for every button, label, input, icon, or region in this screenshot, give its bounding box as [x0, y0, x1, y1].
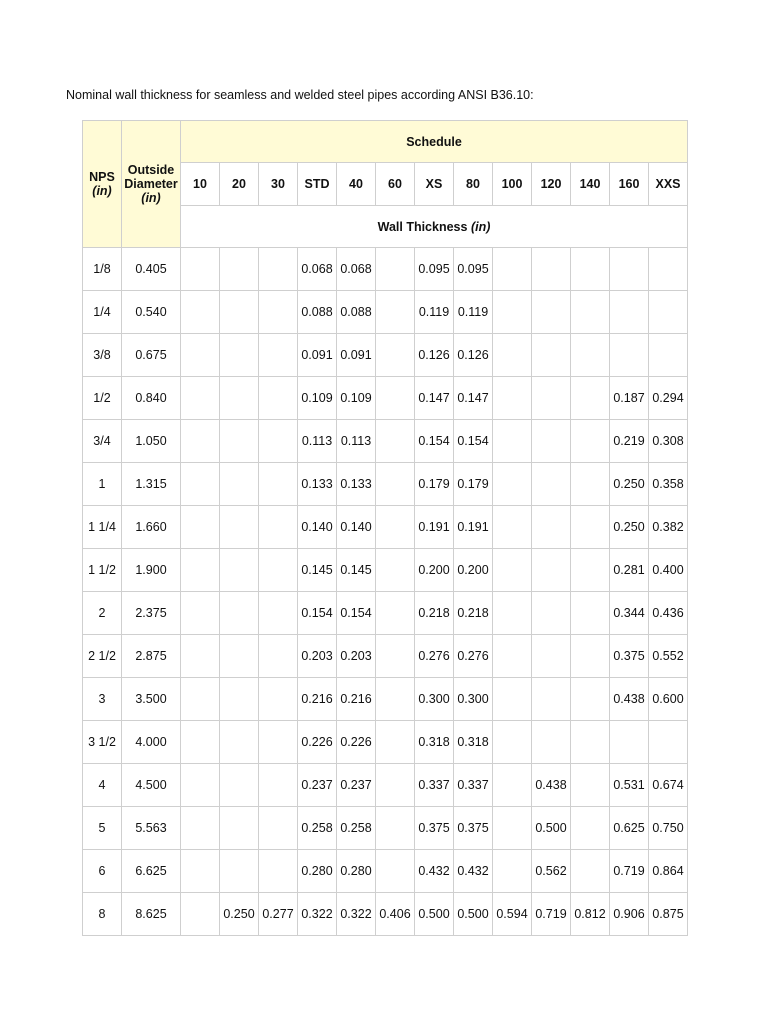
thickness-cell: 0.308: [649, 420, 688, 463]
thickness-cell: 0.091: [298, 334, 337, 377]
table-row: [83, 420, 688, 463]
thickness-cell: 0.226: [298, 721, 337, 764]
thickness-cell: 0.216: [337, 678, 376, 721]
nps-cell: 1 1/2: [83, 549, 122, 592]
thickness-cell: 0.281: [610, 549, 649, 592]
thickness-cell: [532, 635, 571, 678]
thickness-cell: [220, 291, 259, 334]
nps-cell: 2: [83, 592, 122, 635]
thickness-cell: 0.068: [298, 248, 337, 291]
thickness-cell: 0.906: [610, 893, 649, 936]
thickness-cell: 0.276: [454, 635, 493, 678]
thickness-cell: [493, 721, 532, 764]
nps-cell: 8: [83, 893, 122, 936]
nps-cell: 3/4: [83, 420, 122, 463]
thickness-cell: 0.119: [415, 291, 454, 334]
nps-header: [83, 121, 122, 248]
thickness-cell: [493, 463, 532, 506]
schedule-col-header: XXS: [649, 163, 688, 206]
thickness-cell: 0.109: [337, 377, 376, 420]
thickness-cell: [571, 721, 610, 764]
thickness-cell: [220, 592, 259, 635]
thickness-cell: 0.318: [415, 721, 454, 764]
nps-header-label: NPS: [89, 170, 115, 184]
thickness-cell: 0.154: [454, 420, 493, 463]
outside-diameter-cell: 5.563: [122, 807, 181, 850]
thickness-cell: 0.406: [376, 893, 415, 936]
thickness-cell: 0.068: [337, 248, 376, 291]
thickness-cell: 0.250: [220, 893, 259, 936]
thickness-cell: [220, 678, 259, 721]
table-row: [83, 592, 688, 635]
thickness-cell: [181, 334, 220, 377]
thickness-cell: 0.133: [337, 463, 376, 506]
thickness-cell: [571, 506, 610, 549]
thickness-cell: [181, 248, 220, 291]
thickness-cell: [181, 764, 220, 807]
thickness-cell: 0.145: [337, 549, 376, 592]
thickness-cell: 0.375: [415, 807, 454, 850]
thickness-cell: 0.337: [454, 764, 493, 807]
thickness-cell: [376, 678, 415, 721]
schedule-col-header: 100: [493, 163, 532, 206]
thickness-cell: 0.258: [298, 807, 337, 850]
table-row: [83, 334, 688, 377]
thickness-cell: 0.200: [415, 549, 454, 592]
table-row: [83, 893, 688, 936]
thickness-cell: [493, 334, 532, 377]
thickness-cell: [649, 248, 688, 291]
thickness-cell: [571, 463, 610, 506]
outside-diameter-cell: 0.405: [122, 248, 181, 291]
outside-diameter-cell: 1.660: [122, 506, 181, 549]
thickness-cell: 0.400: [649, 549, 688, 592]
thickness-cell: [610, 721, 649, 764]
table-row: [83, 678, 688, 721]
outside-diameter-cell: 1.315: [122, 463, 181, 506]
thickness-cell: [493, 635, 532, 678]
thickness-cell: [259, 807, 298, 850]
table-row: [83, 549, 688, 592]
schedule-col-header: 120: [532, 163, 571, 206]
thickness-cell: [376, 807, 415, 850]
table-row: [83, 248, 688, 291]
thickness-cell: [532, 248, 571, 291]
nps-cell: 3 1/2: [83, 721, 122, 764]
thickness-cell: 0.154: [298, 592, 337, 635]
thickness-cell: [181, 506, 220, 549]
thickness-cell: 0.113: [337, 420, 376, 463]
thickness-cell: [181, 377, 220, 420]
thickness-cell: [493, 592, 532, 635]
thickness-cell: [376, 549, 415, 592]
thickness-cell: [571, 334, 610, 377]
thickness-cell: 0.191: [415, 506, 454, 549]
schedule-col-header: 60: [376, 163, 415, 206]
nps-cell: 3/8: [83, 334, 122, 377]
thickness-cell: 0.219: [610, 420, 649, 463]
thickness-cell: [376, 377, 415, 420]
thickness-cell: [376, 506, 415, 549]
thickness-cell: 0.500: [532, 807, 571, 850]
thickness-cell: [181, 549, 220, 592]
thickness-cell: 0.294: [649, 377, 688, 420]
thickness-cell: 0.126: [415, 334, 454, 377]
thickness-cell: 0.250: [610, 463, 649, 506]
schedule-col-header: 160: [610, 163, 649, 206]
nps-cell: 1/4: [83, 291, 122, 334]
thickness-cell: [259, 764, 298, 807]
thickness-cell: 0.088: [337, 291, 376, 334]
thickness-cell: 0.226: [337, 721, 376, 764]
thickness-cell: [532, 592, 571, 635]
outside-diameter-cell: 0.540: [122, 291, 181, 334]
table-caption: Nominal wall thickness for seamless and welded steel pipes according ANSI B36.10:: [66, 88, 534, 102]
schedule-col-header: 30: [259, 163, 298, 206]
outside-diameter-cell: 6.625: [122, 850, 181, 893]
thickness-cell: 0.154: [415, 420, 454, 463]
thickness-cell: [181, 291, 220, 334]
table-row: [83, 463, 688, 506]
thickness-cell: [532, 721, 571, 764]
thickness-cell: [532, 291, 571, 334]
nps-header-unit: (in): [92, 184, 112, 198]
thickness-cell: 0.337: [415, 764, 454, 807]
thickness-cell: [649, 721, 688, 764]
table-row: [83, 291, 688, 334]
thickness-cell: 0.600: [649, 678, 688, 721]
thickness-cell: [376, 592, 415, 635]
thickness-cell: [376, 248, 415, 291]
thickness-cell: [259, 678, 298, 721]
thickness-cell: [649, 334, 688, 377]
thickness-cell: [181, 893, 220, 936]
schedule-header: Schedule: [181, 121, 688, 163]
thickness-cell: [376, 850, 415, 893]
thickness-cell: 0.109: [298, 377, 337, 420]
thickness-cell: [220, 850, 259, 893]
thickness-cell: [259, 850, 298, 893]
thickness-cell: 0.179: [415, 463, 454, 506]
schedule-col-header: 20: [220, 163, 259, 206]
thickness-cell: [181, 850, 220, 893]
thickness-cell: 0.300: [415, 678, 454, 721]
thickness-cell: [259, 291, 298, 334]
thickness-cell: [376, 291, 415, 334]
thickness-cell: 0.187: [610, 377, 649, 420]
outside-diameter-cell: 4.000: [122, 721, 181, 764]
nps-cell: 1: [83, 463, 122, 506]
thickness-cell: [493, 807, 532, 850]
thickness-cell: [571, 850, 610, 893]
thickness-cell: [259, 420, 298, 463]
outside-diameter-cell: 8.625: [122, 893, 181, 936]
table-row: [83, 635, 688, 678]
thickness-cell: [220, 764, 259, 807]
thickness-cell: 0.322: [337, 893, 376, 936]
thickness-cell: 0.674: [649, 764, 688, 807]
thickness-cell: 0.500: [415, 893, 454, 936]
thickness-cell: 0.438: [532, 764, 571, 807]
thickness-cell: [571, 248, 610, 291]
schedule-col-header: 10: [181, 163, 220, 206]
thickness-cell: [532, 334, 571, 377]
thickness-cell: 0.218: [454, 592, 493, 635]
thickness-cell: 0.322: [298, 893, 337, 936]
thickness-cell: [220, 248, 259, 291]
thickness-cell: 0.625: [610, 807, 649, 850]
thickness-cell: 0.531: [610, 764, 649, 807]
thickness-cell: 0.179: [454, 463, 493, 506]
table-row: [83, 721, 688, 764]
thickness-cell: [376, 463, 415, 506]
thickness-cell: [259, 721, 298, 764]
thickness-cell: [220, 377, 259, 420]
thickness-cell: 0.300: [454, 678, 493, 721]
table-row: [83, 377, 688, 420]
thickness-cell: [181, 721, 220, 764]
thickness-cell: [571, 592, 610, 635]
thickness-cell: [181, 678, 220, 721]
nps-cell: 2 1/2: [83, 635, 122, 678]
thickness-cell: 0.864: [649, 850, 688, 893]
thickness-cell: [571, 635, 610, 678]
outside-diameter-header: [122, 121, 181, 248]
table-row: [83, 807, 688, 850]
thickness-cell: [376, 334, 415, 377]
thickness-cell: [493, 420, 532, 463]
thickness-cell: 0.200: [454, 549, 493, 592]
thickness-cell: [376, 420, 415, 463]
thickness-cell: [610, 248, 649, 291]
nps-cell: 1/2: [83, 377, 122, 420]
thickness-cell: [181, 635, 220, 678]
thickness-cell: [376, 635, 415, 678]
thickness-cell: 0.500: [454, 893, 493, 936]
thickness-cell: [610, 334, 649, 377]
od-header-unit: (in): [141, 191, 161, 205]
thickness-cell: 0.875: [649, 893, 688, 936]
thickness-cell: 0.237: [298, 764, 337, 807]
schedule-col-header: 40: [337, 163, 376, 206]
nps-cell: 1 1/4: [83, 506, 122, 549]
thickness-cell: 0.091: [337, 334, 376, 377]
thickness-cell: 0.140: [298, 506, 337, 549]
thickness-cell: 0.432: [454, 850, 493, 893]
thickness-cell: [376, 721, 415, 764]
thickness-cell: [259, 377, 298, 420]
thickness-cell: [220, 807, 259, 850]
thickness-cell: 0.095: [454, 248, 493, 291]
thickness-cell: 0.375: [610, 635, 649, 678]
thickness-cell: [571, 678, 610, 721]
thickness-cell: [259, 463, 298, 506]
nps-cell: 6: [83, 850, 122, 893]
thickness-cell: [493, 248, 532, 291]
thickness-cell: 0.140: [337, 506, 376, 549]
thickness-cell: [181, 463, 220, 506]
thickness-cell: 0.562: [532, 850, 571, 893]
schedule-col-header: 140: [571, 163, 610, 206]
outside-diameter-cell: 0.675: [122, 334, 181, 377]
thickness-cell: 0.375: [454, 807, 493, 850]
thickness-cell: [532, 506, 571, 549]
thickness-cell: 0.154: [337, 592, 376, 635]
thickness-cell: [493, 850, 532, 893]
thickness-cell: 0.594: [493, 893, 532, 936]
nps-cell: 3: [83, 678, 122, 721]
wall-thickness-header: [181, 206, 688, 248]
thickness-cell: [532, 463, 571, 506]
thickness-cell: 0.277: [259, 893, 298, 936]
thickness-cell: [220, 549, 259, 592]
thickness-cell: 0.147: [454, 377, 493, 420]
outside-diameter-cell: 1.900: [122, 549, 181, 592]
nps-cell: 5: [83, 807, 122, 850]
thickness-cell: 0.218: [415, 592, 454, 635]
thickness-cell: [610, 291, 649, 334]
thickness-cell: [571, 807, 610, 850]
thickness-cell: [220, 420, 259, 463]
thickness-cell: 0.436: [649, 592, 688, 635]
wall-thickness-table: [82, 120, 688, 936]
thickness-cell: [259, 592, 298, 635]
thickness-cell: 0.250: [610, 506, 649, 549]
thickness-cell: [493, 678, 532, 721]
table-row: [83, 506, 688, 549]
thickness-cell: [181, 420, 220, 463]
thickness-cell: [493, 764, 532, 807]
thickness-cell: [532, 420, 571, 463]
thickness-cell: 0.719: [610, 850, 649, 893]
thickness-cell: 0.088: [298, 291, 337, 334]
nps-cell: 4: [83, 764, 122, 807]
thickness-cell: [571, 377, 610, 420]
thickness-cell: 0.358: [649, 463, 688, 506]
thickness-cell: 0.280: [298, 850, 337, 893]
thickness-cell: [532, 549, 571, 592]
thickness-cell: 0.552: [649, 635, 688, 678]
schedule-col-header: XS: [415, 163, 454, 206]
thickness-cell: 0.719: [532, 893, 571, 936]
thickness-cell: 0.145: [298, 549, 337, 592]
thickness-cell: 0.216: [298, 678, 337, 721]
thickness-cell: 0.432: [415, 850, 454, 893]
thickness-cell: 0.258: [337, 807, 376, 850]
thickness-cell: [220, 506, 259, 549]
thickness-cell: [259, 506, 298, 549]
thickness-cell: [571, 549, 610, 592]
thickness-cell: [493, 377, 532, 420]
thickness-cell: [649, 291, 688, 334]
thickness-cell: [376, 764, 415, 807]
thickness-cell: 0.119: [454, 291, 493, 334]
thickness-cell: [571, 764, 610, 807]
thickness-cell: 0.382: [649, 506, 688, 549]
thickness-cell: [181, 592, 220, 635]
thickness-cell: [571, 420, 610, 463]
od-header-line2: Diameter: [124, 177, 178, 191]
thickness-cell: [259, 635, 298, 678]
outside-diameter-cell: 0.840: [122, 377, 181, 420]
thickness-cell: 0.191: [454, 506, 493, 549]
thickness-cell: 0.812: [571, 893, 610, 936]
thickness-cell: 0.318: [454, 721, 493, 764]
thickness-cell: 0.203: [337, 635, 376, 678]
thickness-cell: [220, 721, 259, 764]
thickness-cell: [220, 635, 259, 678]
thickness-cell: [493, 291, 532, 334]
thickness-cell: [259, 549, 298, 592]
thickness-cell: 0.237: [337, 764, 376, 807]
thickness-cell: [571, 291, 610, 334]
wall-thickness-label: Wall Thickness: [377, 219, 468, 234]
outside-diameter-cell: 1.050: [122, 420, 181, 463]
thickness-cell: [532, 377, 571, 420]
thickness-cell: [181, 807, 220, 850]
outside-diameter-cell: 2.375: [122, 592, 181, 635]
thickness-cell: 0.113: [298, 420, 337, 463]
schedule-col-header: 80: [454, 163, 493, 206]
thickness-cell: [220, 334, 259, 377]
thickness-cell: [259, 248, 298, 291]
outside-diameter-cell: 3.500: [122, 678, 181, 721]
thickness-cell: [493, 506, 532, 549]
thickness-cell: [493, 549, 532, 592]
wall-thickness-unit: (in): [470, 219, 491, 234]
thickness-cell: 0.203: [298, 635, 337, 678]
thickness-cell: [259, 334, 298, 377]
table-row: [83, 764, 688, 807]
outside-diameter-cell: 2.875: [122, 635, 181, 678]
thickness-cell: 0.133: [298, 463, 337, 506]
thickness-cell: 0.344: [610, 592, 649, 635]
schedule-col-header: STD: [298, 163, 337, 206]
thickness-cell: 0.750: [649, 807, 688, 850]
thickness-cell: 0.276: [415, 635, 454, 678]
outside-diameter-cell: 4.500: [122, 764, 181, 807]
thickness-cell: 0.147: [415, 377, 454, 420]
thickness-cell: 0.095: [415, 248, 454, 291]
thickness-cell: 0.280: [337, 850, 376, 893]
od-header-line1: Outside: [127, 163, 175, 177]
thickness-cell: [220, 463, 259, 506]
thickness-cell: 0.126: [454, 334, 493, 377]
thickness-cell: [532, 678, 571, 721]
thickness-cell: 0.438: [610, 678, 649, 721]
table-row: [83, 850, 688, 893]
nps-cell: 1/8: [83, 248, 122, 291]
